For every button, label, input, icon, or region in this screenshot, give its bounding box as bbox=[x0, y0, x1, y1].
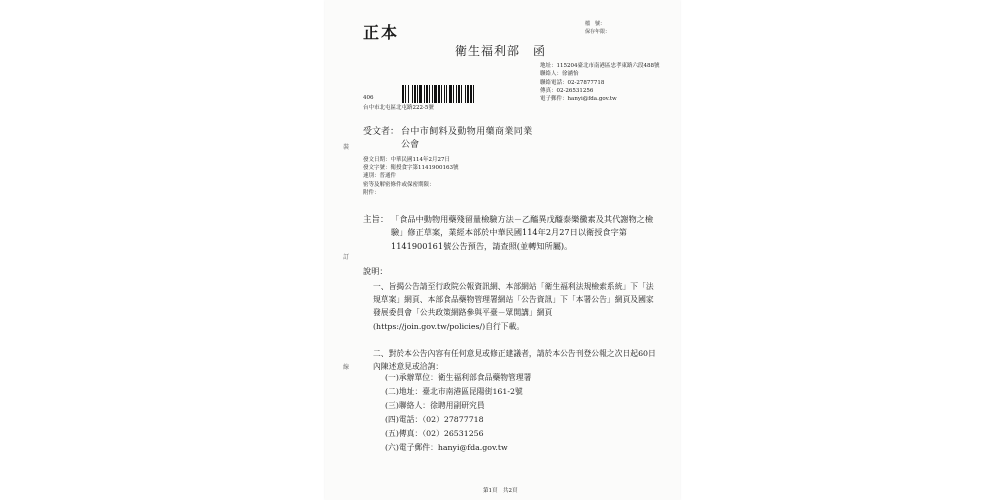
explanation-label: 說明： bbox=[363, 266, 388, 276]
binding-mark-middle: 訂 bbox=[343, 254, 350, 261]
official-copy-stamp: 正本 bbox=[363, 23, 400, 42]
archive-number: 檔 號： bbox=[585, 21, 606, 27]
contact-detail-person: (三)聯絡人：徐聘用副研究員 bbox=[385, 401, 485, 410]
contact-detail-unit: (一)承辦單位：衛生福利部食品藥物管理署 bbox=[385, 373, 532, 382]
contact-address: 地址：115204臺北市南港區忠孝東路六段488號 bbox=[540, 63, 660, 69]
subject-text: 「食品中動物用藥殘留量檢驗方法－乙醯異戊醯泰樂黴素及其代謝物之檢驗」修正草案，業經本部於中華民國114年2月27日以衛授食字第1141900161號公告預告，請查照(並轉知所屬)。 bbox=[391, 214, 654, 251]
document-meta bbox=[363, 156, 459, 197]
contact-detail-address: (二)地址：臺北市南港區昆陽街161-2號 bbox=[385, 387, 523, 396]
page-number: 第1頁 共2頁 bbox=[483, 488, 518, 494]
contact-person: 聯絡人：徐涵怡 bbox=[540, 71, 579, 78]
contact-email: 電子郵件：hanyi@fda.gov.tw bbox=[540, 96, 617, 103]
subject-label: 主旨： bbox=[363, 215, 389, 225]
contact-detail-email: (六)電子郵件：hanyi@fda.gov.tw bbox=[385, 443, 508, 452]
contact-phone: 聯絡電話：02-27877718 bbox=[540, 79, 605, 86]
recipient-line1: 台中市飼料及動物用藥商業同業 bbox=[401, 127, 533, 137]
binding-mark-top: 裝 bbox=[343, 144, 350, 151]
mailing-zip: 406 bbox=[363, 95, 374, 101]
security-level: 密等及解密條件或保密期限： bbox=[363, 181, 435, 188]
retention-period: 保存年限： bbox=[585, 29, 611, 35]
delivery-speed: 速別：普通件 bbox=[363, 173, 397, 180]
explanation-item-1: 一、旨揭公告請至行政院公報資訊網、本部網站「衛生福利法規檢索系統」下「法規草案」網頁、本部食品藥物管理署網站「公告資訊」下「本署公告」網頁及國家發展委員會「公共政策網路參與平臺－眾開講」網頁(https://join.gov.tw/policies/)自行下載。 bbox=[373, 282, 654, 331]
archive-info bbox=[585, 20, 610, 36]
barcode-bar bbox=[474, 85, 475, 103]
recipient-label: 受文者： bbox=[363, 127, 400, 137]
binding-mark-bottom: 線 bbox=[343, 364, 350, 371]
contact-detail-fax: (五)傳真：（02）26531256 bbox=[385, 429, 484, 438]
agency-title: 衛生福利部 函 bbox=[455, 44, 547, 58]
attachment: 附件： bbox=[363, 189, 380, 196]
barcode bbox=[402, 85, 518, 103]
contact-detail-phone: (四)電話：（02）27877718 bbox=[385, 415, 484, 424]
contact-block bbox=[540, 62, 660, 103]
explanation-item-2: 二、對於本公告內容有任何意見或修正建議者，請於本公告刊登公報之次日起60日內陳述意見或洽詢： bbox=[373, 349, 656, 372]
recipient-line2: 公會 bbox=[401, 140, 420, 150]
issue-date: 發文日期：中華民國114年2月27日 bbox=[363, 157, 450, 163]
mailing-address: 台中市北屯區北屯路222-5號 bbox=[363, 105, 434, 111]
issue-number: 發文字號：衛授食字第1141900163號 bbox=[363, 165, 459, 172]
document-page bbox=[325, 0, 680, 500]
contact-fax: 傳真：02-26531256 bbox=[540, 87, 594, 94]
